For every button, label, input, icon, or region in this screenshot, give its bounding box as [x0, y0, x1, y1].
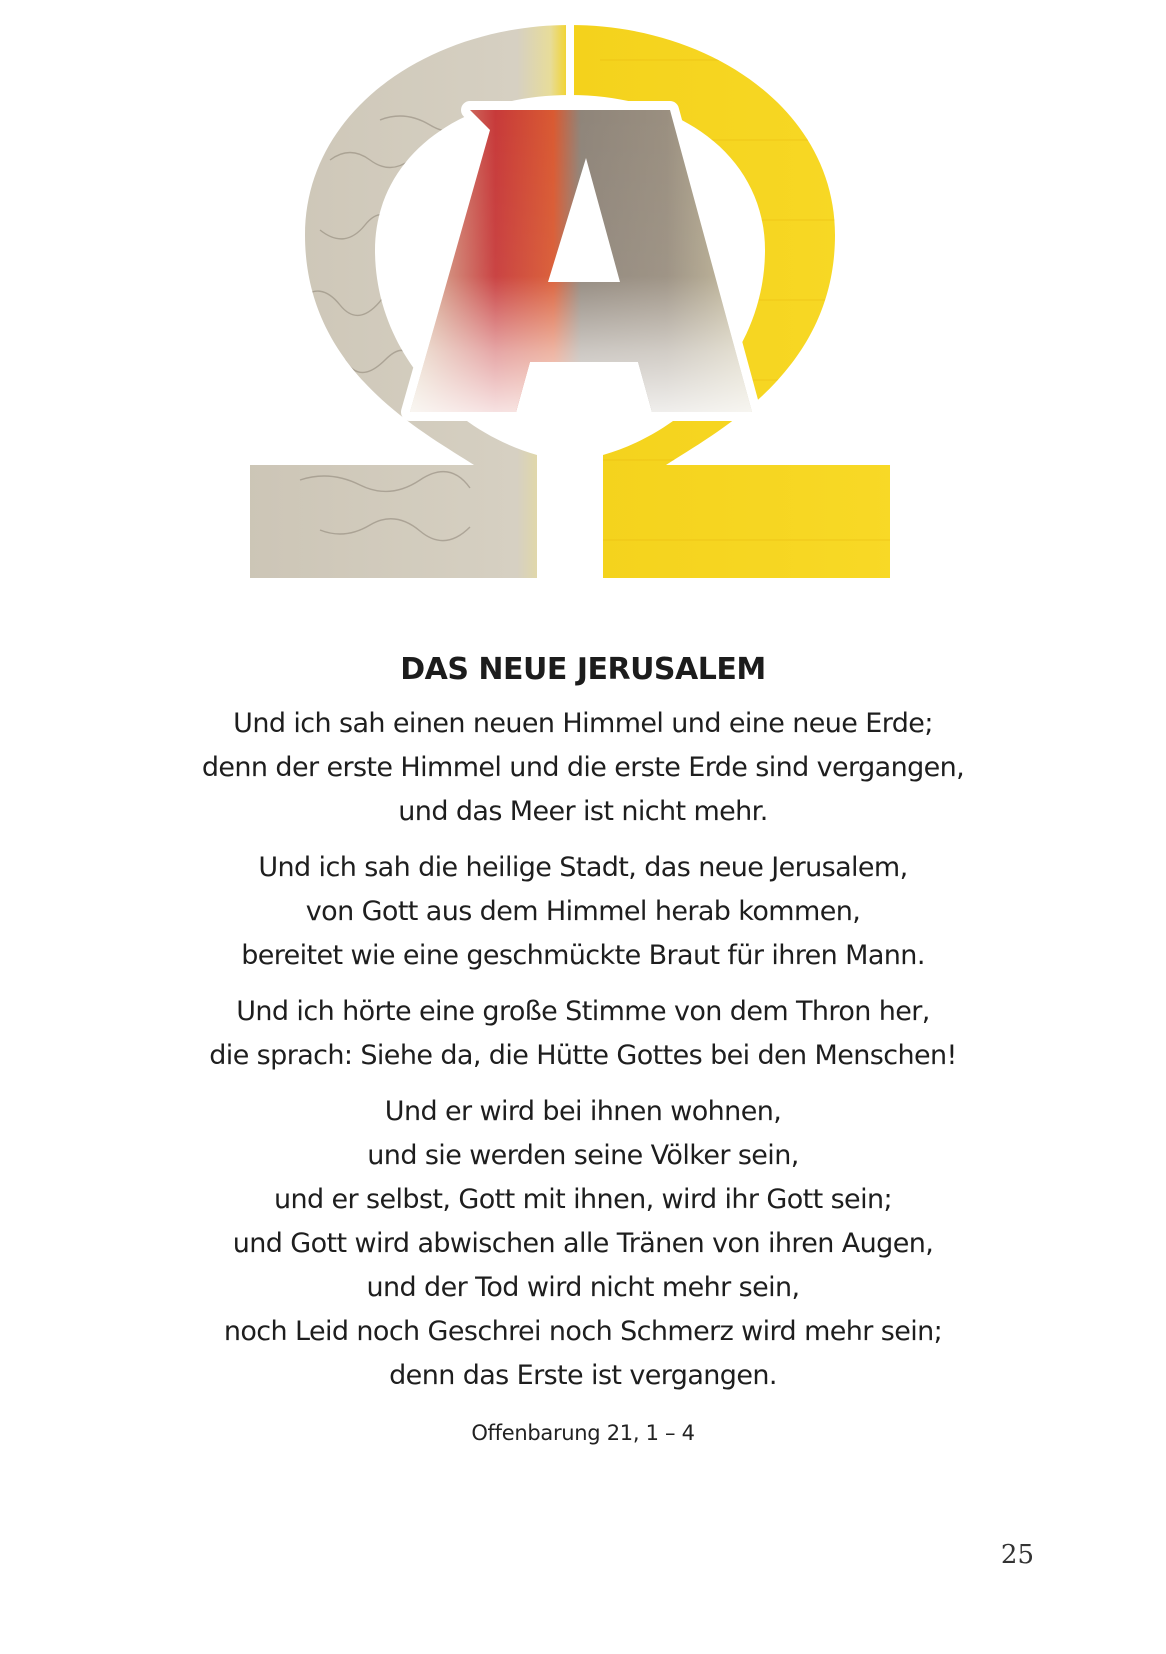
verse-line: die sprach: Siehe da, die Hütte Gottes bei den Menschen! — [209, 1040, 957, 1071]
page-title: DAS NEUE JERUSALEM — [400, 652, 766, 687]
verse-line: Und ich sah die heilige Stadt, das neue Jerusalem, — [258, 852, 908, 883]
stanza — [0, 846, 1166, 978]
alpha-omega-icon — [0, 0, 1166, 600]
verse-line: bereitet wie eine geschmückte Braut für ihren Mann. — [241, 940, 925, 971]
page-number: 25 — [1000, 1540, 1034, 1570]
alpha-omega-emblem — [0, 0, 1166, 600]
verse-line: und Gott wird abwischen alle Tränen von ihren Augen, — [232, 1228, 934, 1259]
stanza — [0, 702, 1166, 834]
verse-line: und der Tod wird nicht mehr sein, — [366, 1272, 800, 1303]
verse-line: noch Leid noch Geschrei noch Schmerz wird mehr sein; — [223, 1316, 943, 1347]
verse-line: und sie werden seine Völker sein, — [367, 1140, 799, 1171]
scripture-block — [0, 648, 1166, 1448]
verse-line: Und ich sah einen neuen Himmel und eine neue Erde; — [233, 708, 933, 739]
bible-reference: Offenbarung 21, 1 – 4 — [471, 1421, 695, 1445]
verse-line: denn der erste Himmel und die erste Erde sind vergangen, — [201, 752, 965, 783]
verse-line: und das Meer ist nicht mehr. — [398, 796, 768, 827]
verse-line: Und ich hörte eine große Stimme von dem Thron her, — [236, 996, 930, 1027]
verse-line: Und er wird bei ihnen wohnen, — [384, 1096, 782, 1127]
stanza — [0, 1090, 1166, 1398]
verse-line: von Gott aus dem Himmel herab kommen, — [305, 896, 861, 927]
verse-line: denn das Erste ist vergangen. — [389, 1360, 777, 1391]
stanza — [0, 990, 1166, 1078]
verse-line: und er selbst, Gott mit ihnen, wird ihr Gott sein; — [274, 1184, 892, 1215]
